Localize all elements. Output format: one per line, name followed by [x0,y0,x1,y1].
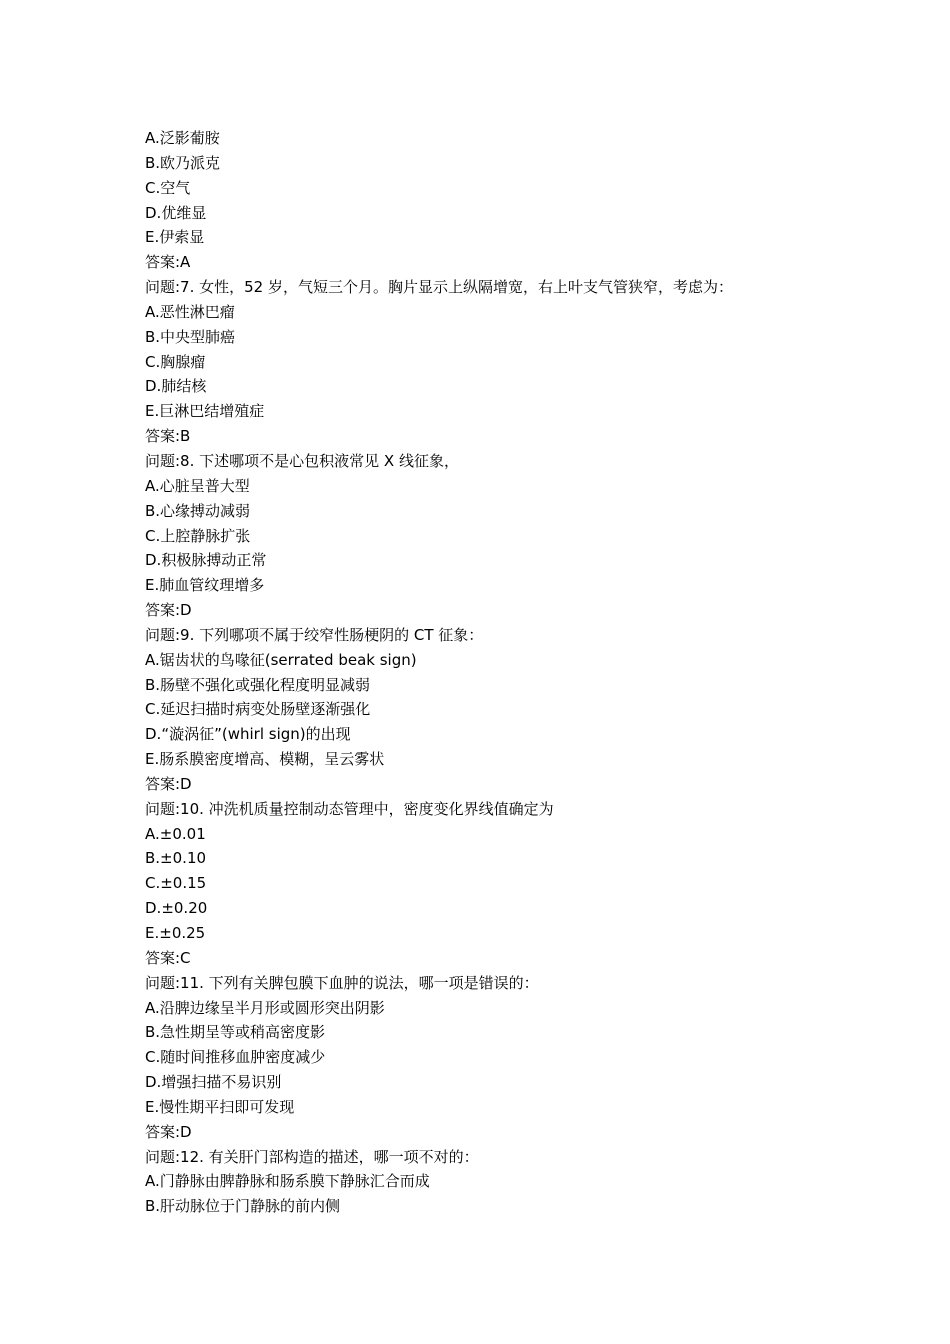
question-line: 问题:7. 女性，52 岁，气短三个月。胸片显示上纵隔增宽，右上叶支气管狭窄，考虑为： [145,278,733,297]
text-line: B.急性期呈等或稍高密度影 [145,1023,326,1042]
text-line: E.±0.25 [145,924,206,942]
text-line: A.±0.01 [145,824,206,843]
text-line: C.±0.15 [145,874,207,893]
text-line: A.锯齿状的鸟喙征(serrated beak sign) [145,650,417,669]
answer-line: 答案:D [145,774,192,793]
text-line: A.恶性淋巴瘤 [145,302,235,321]
text-line: D.肺结核 [145,377,207,396]
text-line: D.增强扫描不易识别 [145,1073,282,1092]
question-line: 问题:12. 有关肝门部构造的描述，哪一项不对的： [145,1147,479,1166]
text-line: B.欧乃派克 [145,153,221,172]
text-line: A.门静脉由脾静脉和肠系膜下静脉汇合而成 [145,1172,430,1191]
question-line: 问题:9. 下列哪项不属于绞窄性肠梗阴的 CT 征象： [145,625,484,644]
question-line: 问题:8. 下述哪项不是心包积液常见 X 线征象， [145,451,459,470]
question-line: 问题:11. 下列有关脾包膜下血肿的说法，哪一项是错误的： [145,973,539,992]
text-line: D.优维显 [145,203,207,222]
answer-line: 答案:C [145,948,191,967]
answer-line: 答案:D [145,1122,192,1141]
answer-line: 答案:A [145,253,191,272]
text-line: B.心缘搏动减弱 [145,501,251,520]
question-text-block [145,126,845,1219]
text-line: D.“漩涡征”(whirl sign)的出现 [145,725,351,744]
text-line: E.肺血管纹理增多 [145,576,265,595]
text-line: D.积极脉搏动正常 [145,551,267,570]
text-line: C.延迟扫描时病变处肠壁逐渐强化 [145,700,371,719]
text-line: B.肝动脉位于门静脉的前内侧 [145,1197,341,1216]
text-line: E.巨淋巴结增殖症 [145,402,265,421]
text-line: E.伊索显 [145,228,205,247]
question-line: 问题:10. 冲洗机质量控制动态管理中，密度变化界线值确定为 [145,799,554,818]
text-line: B.肠壁不强化或强化程度明显减弱 [145,675,371,694]
text-line: D.±0.20 [145,899,208,918]
text-line: E.肠系膜密度增高、模糊，呈云雾状 [145,750,385,769]
text-line: B.±0.10 [145,849,207,868]
text-line: C.胸腺瘤 [145,352,206,371]
answer-line: 答案:D [145,601,192,620]
text-line: A.泛影葡胺 [145,129,220,147]
text-line: B.中央型肺癌 [145,327,236,346]
text-line: C.随时间推移血肿密度减少 [145,1048,326,1067]
answer-line: 答案:B [145,427,191,446]
text-line: C.上腔静脉扩张 [145,526,251,545]
text-line: A.心脏呈普大型 [145,476,250,495]
text-line: E.慢性期平扫即可发现 [145,1097,295,1116]
text-line: A.沿脾边缘呈半月形或圆形突出阴影 [145,998,385,1017]
text-line: C.空气 [145,178,191,197]
